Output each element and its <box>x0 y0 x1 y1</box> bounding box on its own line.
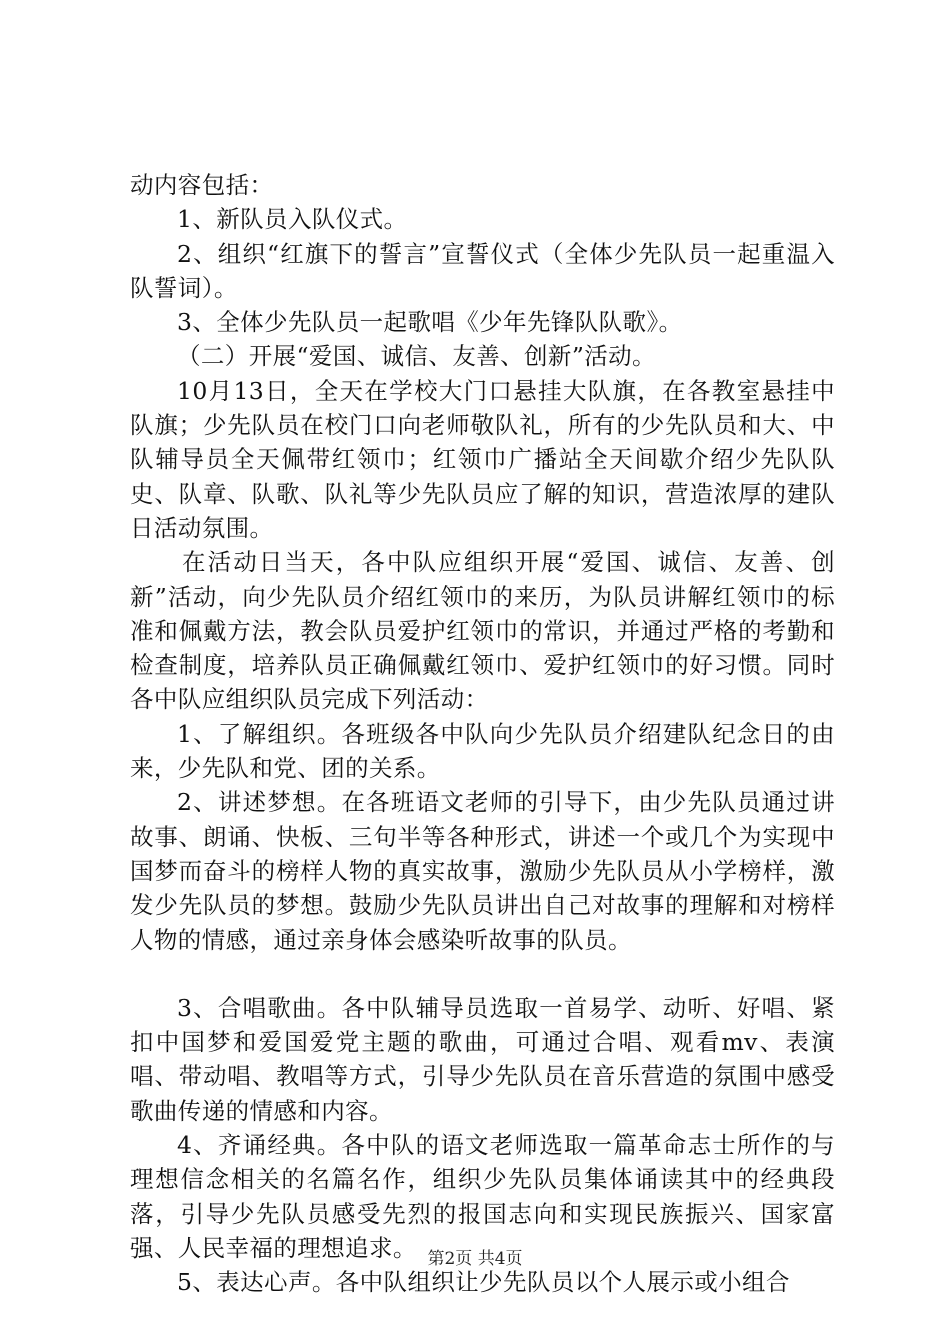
paragraph-activity-day: 在活动日当天，各中队应组织开展“爱国、诚信、友善、创新”活动，向少先队员介绍红领巾的来历，为队员讲解红领巾的标准和佩戴方法，教会队员爱护红领巾的常识，并通过严格的考勤和检查制度，培养队员正确佩戴红领巾、爱护红领巾的好习惯。同时各中队应组织队员完成下列活动： <box>130 548 835 714</box>
paragraph-item-1: 1、新队员入队仪式。 <box>177 205 408 234</box>
document-body <box>130 168 835 1300</box>
paragraph-recite-classics: 4、齐诵经典。各中队的语文老师选取一篇革命志士所作的与理想信念相关的名篇名作，组织少先队员集体诵读其中的经典段落，引导少先队员感受先烈的报国志向和实现民族振兴、国家富强、人民幸福的理想追求。 <box>130 1131 835 1262</box>
paragraph-date: 10月13日，全天在学校大门口悬挂大队旗，在各教室悬挂中队旗；少先队员在校门口向老师敬队礼，所有的少先队员和大、中队辅导员全天佩带红领巾；红领巾广播站全天间歇介绍少先队队史、队章、队歌、队礼等少先队员应了解的知识，营造浓厚的建队日活动氛围。 <box>130 376 835 542</box>
paragraph-item-2: 2、组织“红旗下的誓言”宣誓仪式（全体少先队员一起重温入队誓词）。 <box>130 239 835 302</box>
paragraph-tell-dreams: 2、讲述梦想。在各班语文老师的引导下，由少先队员通过讲故事、朗诵、快板、三句半等各种形式，讲述一个或几个为实现中国梦而奋斗的榜样人物的真实故事，激励少先队员从小学榜样，激发少先队员的梦想。鼓励少先队员讲出自己对故事的理解和对榜样人物的情感，通过亲身体会感染听故事的队员。 <box>130 788 835 954</box>
paragraph-express-voice: 5、表达心声。各中队组织让少先队员以个人展示或小组合 <box>177 1268 790 1297</box>
paragraph-item-3: 3、全体少先队员一起歌唱《少年先锋队队歌》。 <box>177 308 683 337</box>
page-number-footer: 第2页 共4页 <box>427 1249 523 1269</box>
paragraph-continuation: 动内容包括： <box>130 171 274 199</box>
paragraph-chorus: 3、合唱歌曲。各中队辅导员选取一首易学、动听、好唱、紧扣中国梦和爱国爱党主题的歌曲，可通过合唱、观看mv、表演唱、带动唱、教唱等方式，引导少先队员在音乐营造的氛围中感受歌曲传递的情感和内容。 <box>130 993 835 1125</box>
paragraph-understand-organization: 1、了解组织。各班级各中队向少先队员介绍建队纪念日的由来，少先队和党、团的关系。 <box>130 719 835 783</box>
section-heading-2: （二）开展“爱国、诚信、友善、创新”活动。 <box>177 342 656 371</box>
